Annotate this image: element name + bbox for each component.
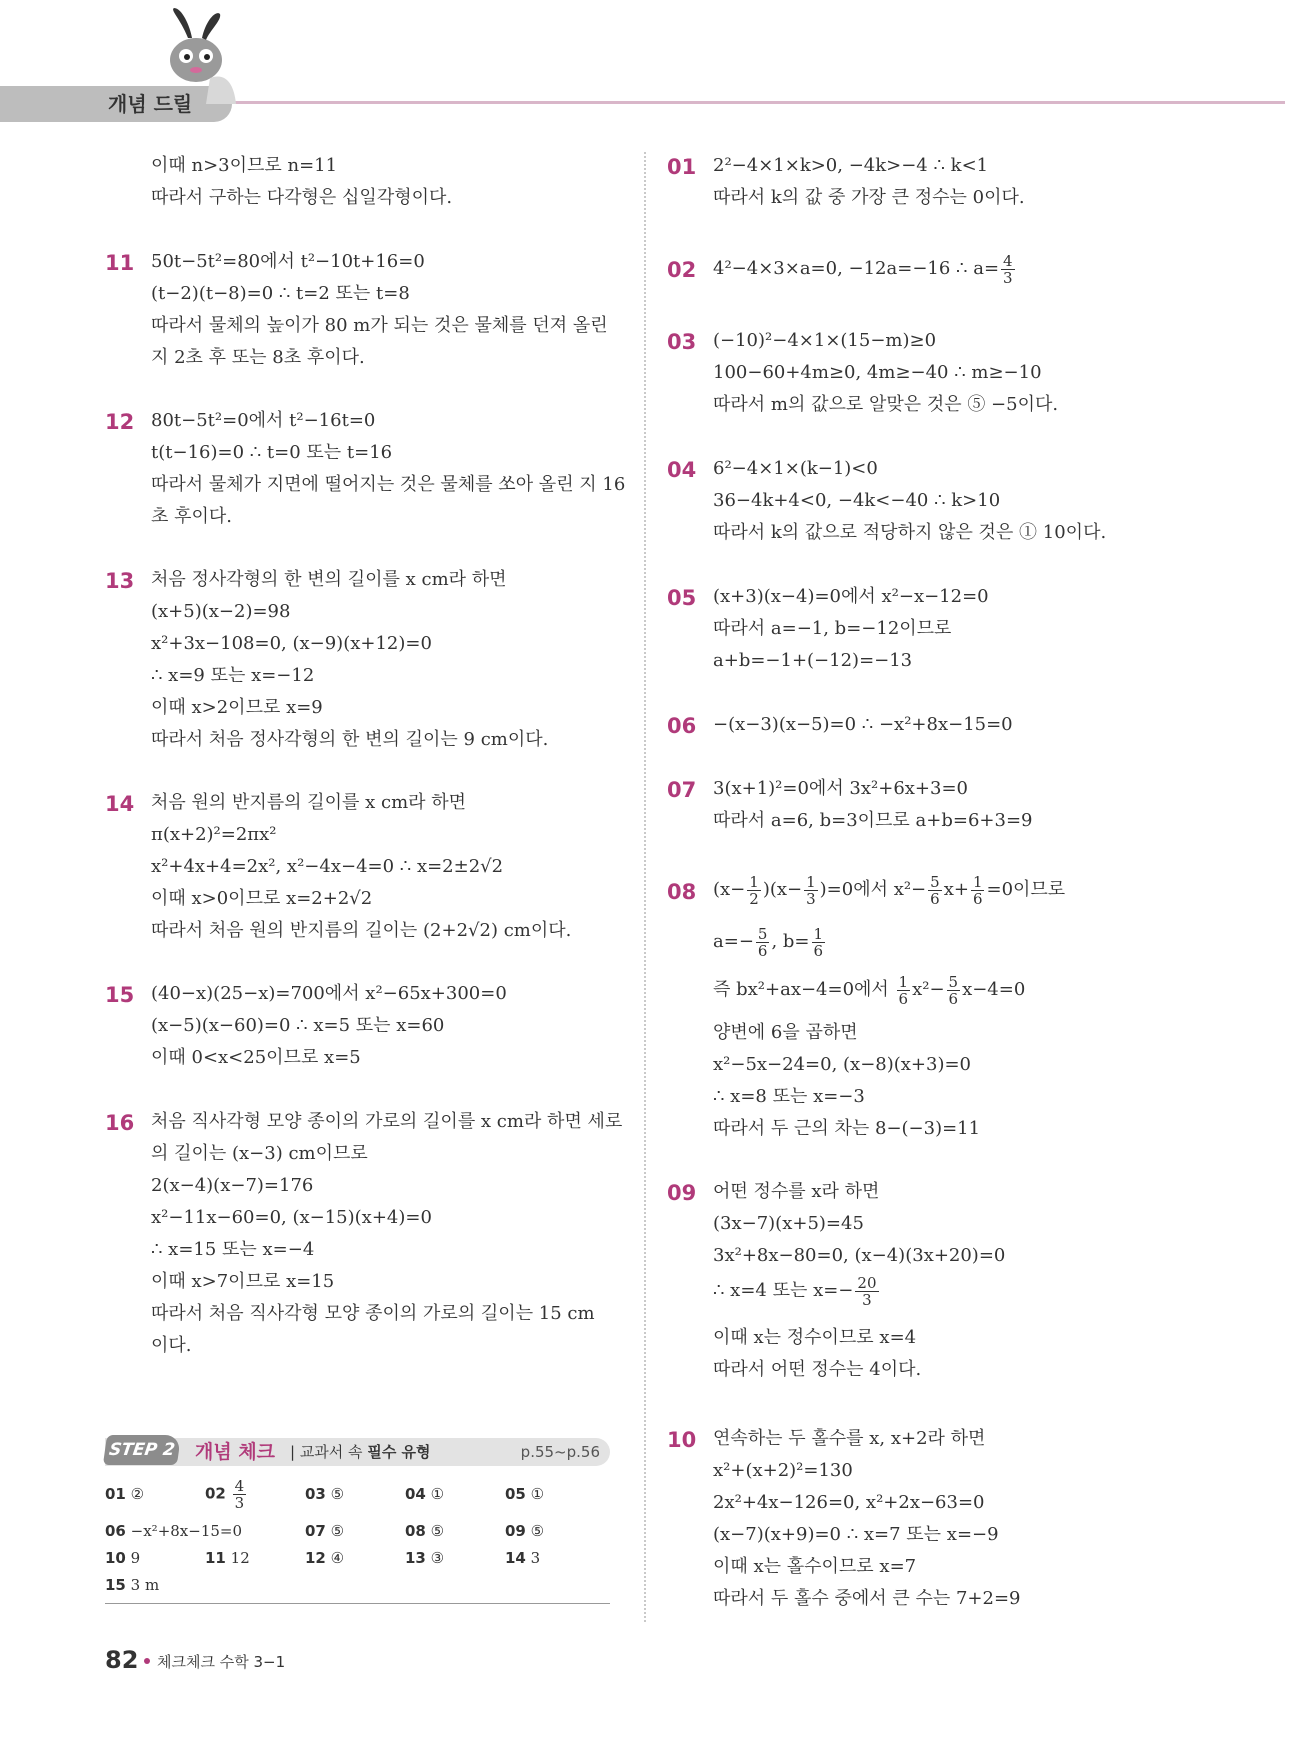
solution-line: 80t−5t²=0에서 t²−16t=0 bbox=[151, 410, 376, 431]
solution-line: 이때 x는 홀수이므로 x=7 bbox=[713, 1556, 917, 1577]
solution-line: 초 후이다. bbox=[151, 506, 232, 527]
solution-line: (x−5)(x−60)=0 ∴ x=5 또는 x=60 bbox=[151, 1015, 445, 1036]
solution-line: 2x²+4x−126=0, x²+2x−63=0 bbox=[713, 1492, 985, 1513]
solution-line: 이때 x>0이므로 x=2+2√2 bbox=[151, 888, 373, 909]
solution-line: 처음 정사각형의 한 변의 길이를 x cm라 하면 bbox=[151, 569, 507, 590]
solution-line: (40−x)(25−x)=700에서 x²−65x+300=0 bbox=[151, 983, 507, 1004]
solution-line: 따라서 물체가 지면에 떨어지는 것은 물체를 쏘아 올린 지 16 bbox=[151, 474, 626, 495]
fraction: $\frac{1}{6}$ bbox=[898, 972, 909, 1008]
fraction: $\frac{1}{3}$ bbox=[806, 872, 816, 908]
solution-line: 따라서 두 근의 차는 8−(−3)=11 bbox=[713, 1118, 981, 1139]
problem-number: 07 bbox=[667, 778, 697, 802]
solution-line: 따라서 구하는 다각형은 십일각형이다. bbox=[151, 187, 453, 208]
column-divider bbox=[644, 152, 646, 1622]
fraction: $\frac{5}{6}$ bbox=[930, 872, 940, 908]
solution-line: 즉 bx²+ax−4=0에서 $\frac{1}{6}$ x²− $\frac{5}{6}$ x−4=0 bbox=[713, 972, 1026, 1008]
solution-line: t(t−16)=0 ∴ t=0 또는 t=16 bbox=[151, 442, 393, 463]
solution-line: −(x−3)(x−5)=0 ∴ −x²+8x−15=0 bbox=[713, 714, 1013, 735]
solution-line: 6²−4×1×(k−1)<0 bbox=[713, 458, 878, 479]
solution-line: π(x+2)²=2πx² bbox=[151, 824, 277, 845]
step-badge: STEP 2 bbox=[103, 1435, 181, 1465]
solution-line: 처음 원의 반지름의 길이를 x cm라 하면 bbox=[151, 792, 467, 813]
fraction: $\frac{1}{6}$ bbox=[972, 872, 983, 908]
answer-item: 03 ⑤ bbox=[305, 1485, 345, 1503]
page-number: 82 bbox=[105, 1646, 139, 1674]
answer-item: 01 ② bbox=[105, 1485, 145, 1503]
answer-item: 04 ① bbox=[405, 1485, 445, 1503]
solution-line: 따라서 처음 원의 반지름의 길이는 (2+2√2) cm이다. bbox=[151, 920, 572, 941]
problem-number: 05 bbox=[667, 586, 697, 610]
step-bottom-rule bbox=[105, 1603, 610, 1604]
solution-line: 36−4k+4<0, −4k<−40 ∴ k>10 bbox=[713, 490, 1001, 511]
fraction: $\frac{5}{6}$ bbox=[757, 924, 768, 960]
solution-line: ∴ x=15 또는 x=−4 bbox=[151, 1239, 315, 1260]
answer-item: 11 12 bbox=[205, 1549, 250, 1567]
solution-line: 처음 직사각형 모양 종이의 가로의 길이를 x cm라 하면 세로 bbox=[151, 1111, 623, 1132]
solution-line: 3x²+8x−80=0, (x−4)(3x+20)=0 bbox=[713, 1245, 1006, 1266]
solution-line: 이다. bbox=[151, 1335, 192, 1356]
answer-item: 14 3 bbox=[505, 1549, 541, 1567]
rabbit-mascot-icon bbox=[150, 8, 240, 104]
solution-line: 2²−4×1×k>0, −4k>−4 ∴ k<1 bbox=[713, 155, 989, 176]
problem-number: 13 bbox=[105, 569, 135, 593]
solution-line: ∴ x=8 또는 x=−3 bbox=[713, 1086, 865, 1107]
problem-number: 14 bbox=[105, 792, 135, 816]
answer-item: 13 ③ bbox=[405, 1549, 445, 1567]
problem-number: 06 bbox=[667, 714, 697, 738]
problem-number: 09 bbox=[667, 1181, 697, 1205]
solution-line: x²+3x−108=0, (x−9)(x+12)=0 bbox=[151, 633, 432, 654]
fraction: $\frac{5}{6}$ bbox=[948, 972, 959, 1008]
solution-line: 이때 x는 정수이므로 x=4 bbox=[713, 1327, 917, 1348]
answer-item: 09 ⑤ bbox=[505, 1522, 545, 1540]
problem-number: 02 bbox=[667, 258, 697, 282]
solution-line: a+b=−1+(−12)=−13 bbox=[713, 650, 913, 671]
fraction: $\frac{4}{3}$ bbox=[1003, 251, 1013, 287]
solution-line: (x+3)(x−4)=0에서 x²−x−12=0 bbox=[713, 586, 989, 607]
solution-line: 2(x−4)(x−7)=176 bbox=[151, 1175, 314, 1196]
solution-line: a=− $\frac{5}{6}$ , b= $\frac{1}{6}$ bbox=[713, 924, 824, 960]
answer-item: 05 ① bbox=[505, 1485, 545, 1503]
book-title: 체크체크 수학 3−1 bbox=[157, 1653, 286, 1671]
solution-line: (−10)²−4×1×(15−m)≥0 bbox=[713, 330, 937, 351]
solution-line: 연속하는 두 홀수를 x, x+2라 하면 bbox=[713, 1428, 986, 1449]
solution-line: 3(x+1)²=0에서 3x²+6x+3=0 bbox=[713, 778, 969, 799]
problem-number: 15 bbox=[105, 983, 135, 1007]
section-title: 개념 드릴 bbox=[108, 92, 193, 116]
solution-line: ∴ x=4 또는 x=− $\frac{20}{3}$ bbox=[713, 1273, 877, 1309]
solution-line: 이때 x>2이므로 x=9 bbox=[151, 697, 323, 718]
solution-line: 따라서 처음 정사각형의 한 변의 길이는 9 cm이다. bbox=[151, 729, 549, 750]
solution-line: 따라서 a=−1, b=−12이므로 bbox=[713, 618, 952, 639]
solution-line: (x+5)(x−2)=98 bbox=[151, 601, 291, 622]
answer-item: 02 $\frac{4}{3}$ bbox=[205, 1477, 245, 1512]
solution-line: 어떤 정수를 x라 하면 bbox=[713, 1181, 880, 1202]
solution-line: 따라서 k의 값 중 가장 큰 정수는 0이다. bbox=[713, 187, 1025, 208]
solution-line: 4²−4×3×a=0, −12a=−16 ∴ a= $\frac{4}{3}$ bbox=[713, 251, 1013, 287]
solution-line: 따라서 물체의 높이가 80 m가 되는 것은 물체를 던져 올린 bbox=[151, 315, 608, 336]
answer-item: 12 ④ bbox=[305, 1549, 345, 1567]
answer-item: 06 −x²+8x−15=0 bbox=[105, 1522, 243, 1540]
step2-answer-box bbox=[105, 1438, 610, 1605]
step-title: 개념 체크 bbox=[195, 1441, 276, 1463]
fraction: $\frac{20}{3}$ bbox=[857, 1273, 877, 1309]
answer-item: 15 3 m bbox=[105, 1576, 160, 1594]
step-pages: p.55~p.56 bbox=[520, 1443, 600, 1461]
solution-line: x²−5x−24=0, (x−8)(x+3)=0 bbox=[713, 1054, 972, 1075]
problem-number: 03 bbox=[667, 330, 697, 354]
solution-line: (3x−7)(x+5)=45 bbox=[713, 1213, 864, 1234]
header-rule bbox=[222, 101, 1285, 104]
footer-bullet bbox=[144, 1658, 150, 1664]
fraction: $\frac{4}{3}$ bbox=[234, 1477, 245, 1512]
solution-line: 50t−5t²=80에서 t²−10t+16=0 bbox=[151, 251, 425, 272]
fraction: $\frac{1}{2}$ bbox=[749, 872, 759, 908]
solution-line: 따라서 어떤 정수는 4이다. bbox=[713, 1359, 922, 1380]
answer-item: 08 ⑤ bbox=[405, 1522, 445, 1540]
fraction: $\frac{1}{6}$ bbox=[813, 924, 824, 960]
answer-item: 10 9 bbox=[105, 1549, 141, 1567]
problem-number: 16 bbox=[105, 1111, 135, 1135]
step-subtitle: | 교과서 속 필수 유형 bbox=[290, 1443, 431, 1461]
answer-item: 07 ⑤ bbox=[305, 1522, 345, 1540]
solution-line: ∴ x=9 또는 x=−12 bbox=[151, 665, 315, 686]
solution-line: 이때 x>7이므로 x=15 bbox=[151, 1271, 335, 1292]
problem-number: 01 bbox=[667, 155, 697, 179]
problem-number: 08 bbox=[667, 880, 697, 904]
solution-line: 지 2초 후 또는 8초 후이다. bbox=[151, 347, 365, 368]
solution-line: x²+4x+4=2x², x²−4x−4=0 ∴ x=2±2√2 bbox=[151, 856, 504, 877]
solution-line: x²−11x−60=0, (x−15)(x+4)=0 bbox=[151, 1207, 432, 1228]
solution-line: (x−7)(x+9)=0 ∴ x=7 또는 x=−9 bbox=[713, 1524, 999, 1545]
solution-line: 의 길이는 (x−3) cm이므로 bbox=[151, 1143, 368, 1164]
solution-line: (t−2)(t−8)=0 ∴ t=2 또는 t=8 bbox=[151, 283, 410, 304]
problem-number: 12 bbox=[105, 410, 135, 434]
problem-number: 11 bbox=[105, 251, 135, 275]
solution-line: 따라서 처음 직사각형 모양 종이의 가로의 길이는 15 cm bbox=[151, 1303, 595, 1324]
problem-number: 10 bbox=[667, 1428, 697, 1452]
solution-line: 따라서 a=6, b=3이므로 a+b=6+3=9 bbox=[713, 810, 1033, 831]
solution-line: 이때 0<x<25이므로 x=5 bbox=[151, 1047, 361, 1068]
solution-line: 따라서 두 홀수 중에서 큰 수는 7+2=9 bbox=[713, 1588, 1021, 1609]
solution-line: (x− $\frac{1}{2}$ )(x− $\frac{1}{3}$ )=0에서 x²− $\frac{5}{6}$ x+ $\frac{1}{6}$ =0이므로 bbox=[713, 872, 1066, 908]
problem-number: 04 bbox=[667, 458, 697, 482]
solution-line: x²+(x+2)²=130 bbox=[713, 1460, 853, 1481]
solution-line: 따라서 m의 값으로 알맞은 것은 ⑤ −5이다. bbox=[713, 394, 1059, 415]
solution-line: 양변에 6을 곱하면 bbox=[713, 1022, 858, 1043]
solution-line: 이때 n>3이므로 n=11 bbox=[151, 155, 338, 176]
solution-line: 100−60+4m≥0, 4m≥−40 ∴ m≥−10 bbox=[713, 362, 1042, 383]
solution-line: 따라서 k의 값으로 적당하지 않은 것은 ① 10이다. bbox=[713, 522, 1107, 543]
